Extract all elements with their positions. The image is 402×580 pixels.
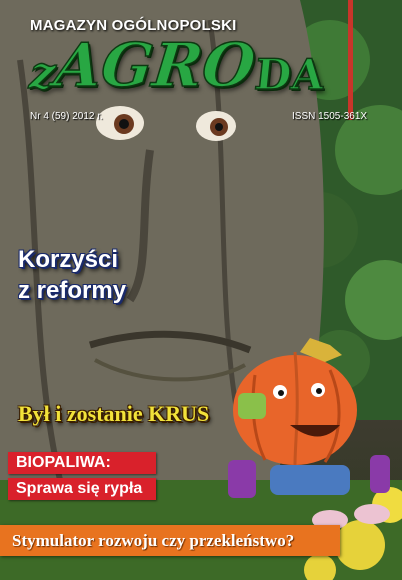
pumpkin-pupil (278, 390, 284, 396)
logo-part-agro: AGRO (51, 31, 259, 101)
pumpkin-jeans (270, 465, 350, 495)
pumpkin-arm (238, 393, 266, 419)
pumpkin-pupil (316, 388, 322, 394)
biopaliwa-band: BIOPALIWA: (8, 452, 156, 474)
main-headline (18, 244, 208, 306)
main-headline-line1: Korzyści (18, 246, 119, 273)
logo-part-da: DA (252, 50, 327, 99)
pumpkin-glove (228, 460, 256, 498)
pumpkin-shoe (354, 504, 390, 524)
main-headline-line2: z reformy (18, 277, 127, 304)
magazine-tagline: MAGAZYN OGÓLNOPOLSKI (30, 17, 237, 34)
krus-headline: Był i zostanie KRUS (18, 401, 210, 426)
logo-part-z: z (27, 48, 58, 99)
left-iris (119, 119, 129, 129)
pumpkin-glove (370, 455, 390, 493)
right-iris (215, 123, 223, 131)
issn-number: ISSN 1505-361X (292, 111, 368, 122)
yellow-flowers (335, 520, 385, 570)
magazine-logo (27, 31, 370, 106)
rypla-band: Sprawa się rypła (8, 478, 156, 500)
stymulator-band: Stymulator rozwoju czy przekleństwo? (0, 525, 340, 556)
issue-number: Nr 4 (59) 2012 r. (30, 111, 103, 122)
